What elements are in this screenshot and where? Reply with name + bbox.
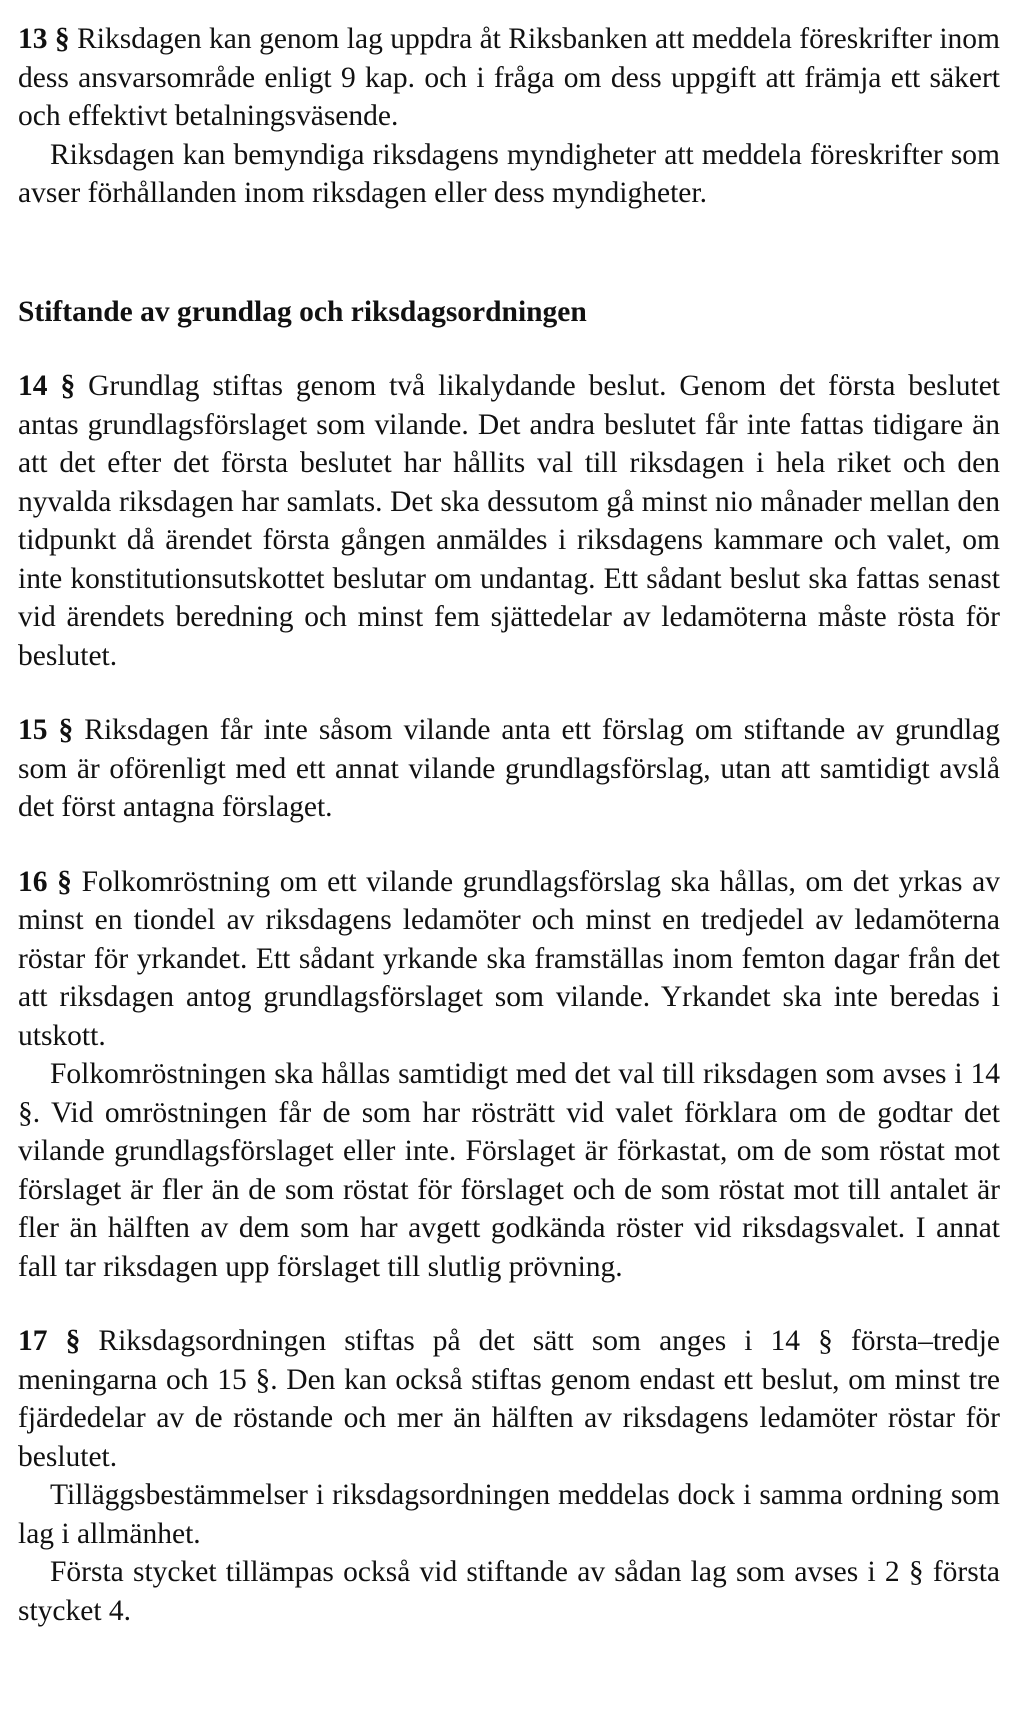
section-16 — [18, 863, 1000, 1287]
section-number: 14 — [18, 370, 48, 402]
section-17 — [18, 1322, 1000, 1630]
paragraph — [18, 1322, 1000, 1476]
paragraph — [18, 20, 1000, 136]
section-number: 13 — [18, 23, 48, 55]
paragraph-text: Grundlag stiftas genom två likalydande beslut. Genom det första beslutet antas grundlagsförslaget som vilande. Det andra beslutet får inte fattas tidigare än att det efter det första beslutet har hållits val till riksdagen i hela riket och den nyvalda riksdagen har samlats. Det ska dessutom gå minst nio månader mellan den tidpunkt då ärendet första gången anmäldes i riksdagens kammare och valet, om inte konstitutionsutskottet beslutar om undantag. Ett sådant beslut ska fattas senast vid ärendets beredning och minst fem sjättedelar av ledamöterna måste rösta för beslutet. — [18, 370, 1000, 672]
section-sign: § — [54, 23, 70, 55]
section-13 — [18, 20, 1000, 213]
section-15 — [18, 711, 1000, 827]
paragraph-text: Folkomröstning om ett vilande grundlagsförslag ska hållas, om det yrkas av minst en tiondel av riksdagens ledamöter och minst en tredjedel av ledamöterna röstar för yrkandet. Ett sådant yrkande ska framställas inom femton dagar från det att riksdagen antog grundlagsförslaget som vilande. Yrkandet ska inte beredas i utskott. — [18, 865, 1000, 1052]
paragraph — [18, 711, 1000, 827]
paragraph: Riksdagen kan bemyndiga riksdagens myndigheter att meddela föreskrifter som avser förhållanden inom riksdagen eller dess myndigheter. — [18, 138, 1000, 209]
paragraph: Tilläggsbestämmelser i riksdagsordningen meddelas dock i samma ordning som lag i allmänhet. — [18, 1479, 1000, 1550]
chapter-heading: Stiftande av grundlag och riksdagsordningen — [18, 295, 587, 328]
section-number: 17 — [18, 1325, 48, 1357]
section-14 — [18, 367, 1000, 675]
section-sign: § — [57, 865, 72, 898]
paragraph: Folkomröstningen ska hållas samtidigt med det val till riksdagen som avses i 14 §. Vid omröstningen får de som har rösträtt vid valet förklara om de godtar det vilande grundlagsförslaget eller inte. Förslaget är förkastat, om de som röstat mot förslaget är fler än de som röstat för förslaget och de som röstat mot till antalet är fler än hälften av dem som har avgett godkända röster vid riksdagsvalet. I annat fall tar riksdagen upp förslaget till slutlig prövning. — [18, 1058, 1000, 1283]
paragraph-text: Riksdagen får inte såsom vilande anta ett förslag om stiftande av grundlag som är oförenligt med ett annat vilande grundlagsförslag, utan att samtidigt avslå det först antagna förslaget. — [18, 714, 1000, 823]
section-sign: § — [58, 714, 74, 746]
section-sign: § — [60, 370, 76, 402]
paragraph-text: Riksdagen kan genom lag uppdra åt Riksbanken att meddela föreskrifter inom dess ansvarsområde enligt 9 kap. och i fråga om dess uppgift att främja ett säkert och effektivt betalningsväsende. — [18, 23, 1000, 132]
paragraph: Första stycket tillämpas också vid stiftande av sådan lag som avses i 2 § första stycket 4. — [18, 1556, 1000, 1627]
paragraph-text: Riksdagsordningen stiftas på det sätt som anges i 14 § första–tredje meningarna och 15 §. Den kan också stiftas genom endast ett beslut, om minst tre fjärdedelar av de röstande och mer än hälften av riksdagens ledamöter röstar för beslutet. — [18, 1325, 1001, 1473]
paragraph — [18, 367, 1000, 675]
section-spacer — [18, 1286, 1000, 1322]
section-number: 16 — [18, 865, 48, 898]
section-number: 15 — [18, 714, 48, 746]
paragraph — [18, 863, 1000, 1056]
section-spacer — [18, 675, 1000, 711]
section-sign: § — [65, 1325, 81, 1357]
section-spacer — [18, 827, 1000, 863]
